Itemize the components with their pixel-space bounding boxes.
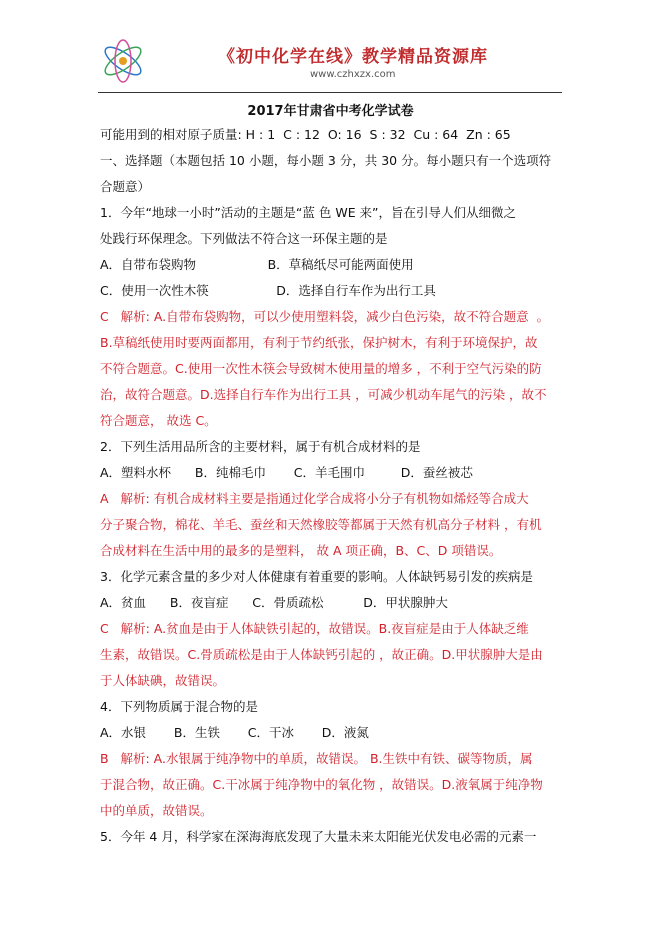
question-1-answer-continued: B.草稿纸使用时要两面都用，有利于节约纸张，保护树木，有利于环境保护，故 [100,335,538,350]
question-3-options: A．贫血 B．夜盲症 C．骨质疏松 D．甲状腺肿大 [100,595,448,610]
atomic-masses-line: 可能用到的相对原子质量: H : 1 C : 12 O: 16 S : 32 Cu : 64 Zn : 65 [100,127,511,142]
question-2-answer-continued: 分子聚合物，棉花、羊毛、蚕丝和天然橡胶等都属于天然有机高分子材料 ，有机 [100,517,542,532]
question-4-answer-continued: 中的单质，故错误。 [100,803,213,818]
header-divider [98,92,562,93]
atom-logo-icon [98,36,148,86]
banner-url: www.czhxzx.com [310,69,396,80]
question-3-answer-continued: 于人体缺碘，故错误。 [100,673,226,688]
question-1-options-cd: C．使用一次性木筷 D．选择自行车作为出行工具 [100,283,436,298]
question-2-answer-continued: 合成材料在生活中用的最多的是塑料， 故 A 项正确，B、C、D 项错误。 [100,543,502,558]
question-4-stem: 4．下列物质属于混合物的是 [100,699,258,714]
section-heading: 一、选择题（本题包括 10 小题，每小题 3 分，共 30 分。每小题只有一个选项符 [100,153,552,168]
document-title: 2017年甘肃省中考化学试卷 [247,104,414,119]
question-1-answer-continued: 不符合题意。C.使用一次性木筷会导致树木使用量的增多 ，不利于空气污染的防 [100,361,542,376]
question-4-options: A．水银 B．生铁 C．干冰 D．液氮 [100,725,369,740]
question-1-options-ab: A．自带布袋购物 B．草稿纸尽可能两面使用 [100,257,414,272]
question-2-options: A．塑料水杯 B．纯棉毛巾 C．羊毛围巾 D．蚕丝被芯 [100,465,473,480]
question-1-answer-continued: 符合题意， 故选 C。 [100,413,217,428]
question-1-stem: 1．今年“地球一小时”活动的主题是“蓝 色 WE 来”，旨在引导人们从细微之 [100,205,517,220]
question-1-answer-continued: 治，故符合题意。D.选择自行车作为出行工具 ，可减少机动车尾气的污染 ，故不 [100,387,547,402]
question-3-answer-continued: 生素，故错误。C.骨质疏松是由于人体缺钙引起的 ，故正确。D.甲状腺肿大是由 [100,647,543,662]
question-4-answer: B 解析: A.水银属于纯净物中的单质，故错误。 B.生铁中有铁、碳等物质，属 [100,751,533,766]
question-4-answer-continued: 于混合物，故正确。C.干冰属于纯净物中的氧化物 ，故错误。D.液氧属于纯净物 [100,777,543,792]
question-3-stem: 3．化学元素含量的多少对人体健康有着重要的影响。人体缺钙易引发的疾病是 [100,569,533,584]
question-2-stem: 2．下列生活用品所含的主要材料，属于有机合成材料的是 [100,439,421,454]
question-3-answer: C 解析: A.贫血是由于人体缺铁引起的，故错误。B.夜盲症是由于人体缺乏维 [100,621,529,636]
question-5-stem: 5．今年 4 月，科学家在深海海底发现了大量未来太阳能光伏发电必需的元素一 [100,829,537,844]
section-heading-continued: 合题意） [100,179,151,194]
question-1-answer: C 解析: A.自带布袋购物，可以少使用塑料袋，减少白色污染，故不符合题意 。 [100,309,550,324]
resource-banner [98,36,562,94]
question-1-stem-continued: 处践行环保理念。下列做法不符合这一环保主题的是 [100,231,388,246]
question-2-answer: A 解析: 有机合成材料主要是指通过化学合成将小分子有机物如烯烃等合成大 [100,491,529,506]
banner-title: 《初中化学在线》教学精品资源库 [218,47,488,67]
